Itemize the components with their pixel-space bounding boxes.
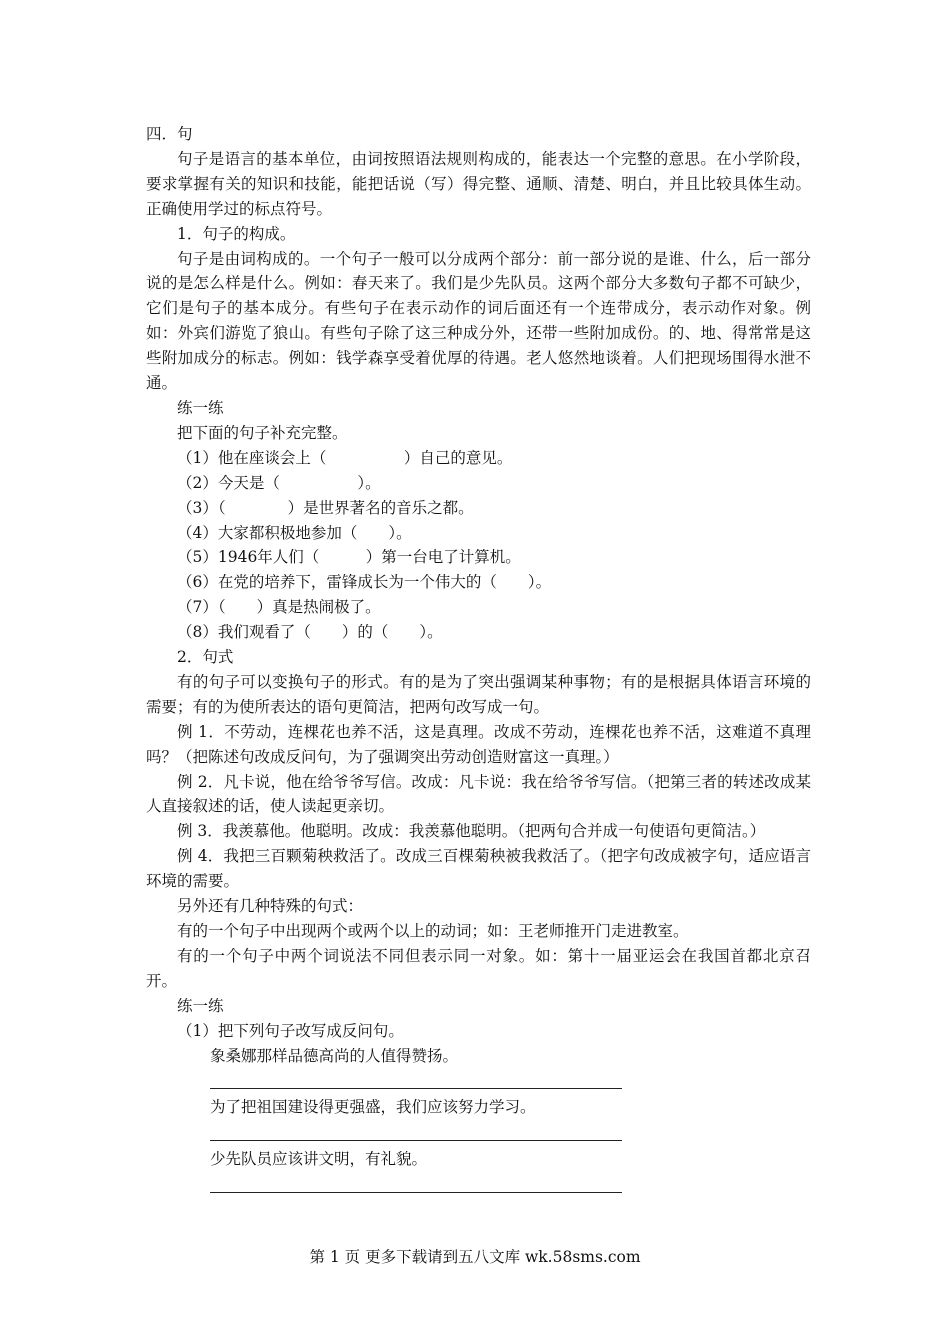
exercise-heading: （1）把下列句子改写成反问句。: [177, 1021, 404, 1040]
special-item: 有的一个句子中两个词说法不同但表示同一对象。如：第十一届亚运会在我国首都北京召开。: [146, 946, 811, 990]
part1-instruction: 把下面的句子补充完整。: [177, 423, 348, 442]
fill-item: （6）在党的培养下，雷锋成长为一个伟大的（ ）。: [177, 573, 552, 592]
example-paragraph: 例 3．我羡慕他。他聪明。改成：我羡慕他聪明。（把两句合并成一句使语句更简洁。）: [177, 822, 766, 841]
fill-item: （3）（ ）是世界著名的音乐之都。: [177, 498, 474, 517]
part1-body: 句子是由词构成的。一个句子一般可以分成两个部分：前一部分说的是谁、什么，后一部分说的是怎么样是什么。例如：春天来了。我们是少先队员。这两个部分大多数句子都不可缺少，它们是句子的基本成分。有些句子在表示动作的词后面还有一个连带成分，表示动作对象。例如：外宾们游览了狼山。有些句子除了这三种成分外，还带一些附加成份。的、地、得常常是这些附加成分的标志。例如：钱学森享受着优厚的待遇。老人悠然地谈着。人们把现场围得水泄不通。: [146, 249, 811, 393]
part1-practice-label: 练一练: [177, 398, 224, 417]
part2-practice-label: 练一练: [177, 996, 224, 1015]
answer-line: [210, 1068, 622, 1089]
fill-item: （4）大家都积极地参加（ ）。: [177, 523, 412, 542]
fill-item: （5）1946年人们（ ）第一台电了计算机。: [177, 548, 521, 567]
intro-paragraph: 句子是语言的基本单位，由词按照语法规则构成的，能表达一个完整的意思。在小学阶段，要求掌握有关的知识和技能，能把话说（写）得完整、通顺、清楚、明白，并且比较具体生动。正确使用学过的标点符号。: [146, 149, 811, 218]
exercise-sentence: 象桑娜那样品德高尚的人值得赞扬。: [210, 1046, 459, 1065]
example-paragraph: 例 1．不劳动，连棵花也养不活，这是真理。改成不劳动，连棵花也养不活，这难道不真理吗？（把陈述句改成反问句，为了强调突出劳动创造财富这一真理。）: [146, 722, 811, 766]
part2-body: 有的句子可以变换句子的形式。有的是为了突出强调某种事物；有的是根据具体语言环境的需要；有的为使所表达的语句更简洁，把两句改写成一句。: [146, 672, 811, 716]
document-page: [146, 122, 811, 1199]
answer-line: [210, 1120, 622, 1141]
section-title: 四．句: [146, 125, 193, 143]
answer-line: [210, 1172, 622, 1193]
fill-item: （7）（ ）真是热闹极了。: [177, 598, 381, 617]
part2-heading: 2．句式: [177, 648, 234, 667]
example-paragraph: 例 4．我把三百颗菊秧救活了。改成三百棵菊秧被我救活了。（把字句改成被字句，适应语言环境的需要。: [146, 847, 811, 891]
exercise-sentence: 少先队员应该讲文明，有礼貌。: [210, 1150, 428, 1169]
example-paragraph: 例 2．凡卡说，他在给爷爷写信。改成：凡卡说：我在给爷爷写信。（把第三者的转述改成某人直接叙述的话，使人读起更亲切。: [146, 772, 811, 816]
part1-heading: 1．句子的构成。: [177, 224, 296, 243]
fill-item: （1）他在座谈会上（ ）自己的意见。: [177, 448, 513, 467]
exercise-sentence: 为了把祖国建设得更强盛，我们应该努力学习。: [210, 1098, 536, 1117]
special-intro: 另外还有几种特殊的句式：: [177, 897, 364, 916]
fill-item: （8）我们观看了（ ）的（ ）。: [177, 623, 443, 642]
special-item: 有的一个句子中出现两个或两个以上的动词；如：王老师推开门走进教室。: [177, 922, 689, 940]
page-footer: 第 1 页 更多下载请到五八文库 wk.58sms.com: [309, 1248, 641, 1266]
fill-item: （2）今天是（ ）。: [177, 473, 381, 492]
